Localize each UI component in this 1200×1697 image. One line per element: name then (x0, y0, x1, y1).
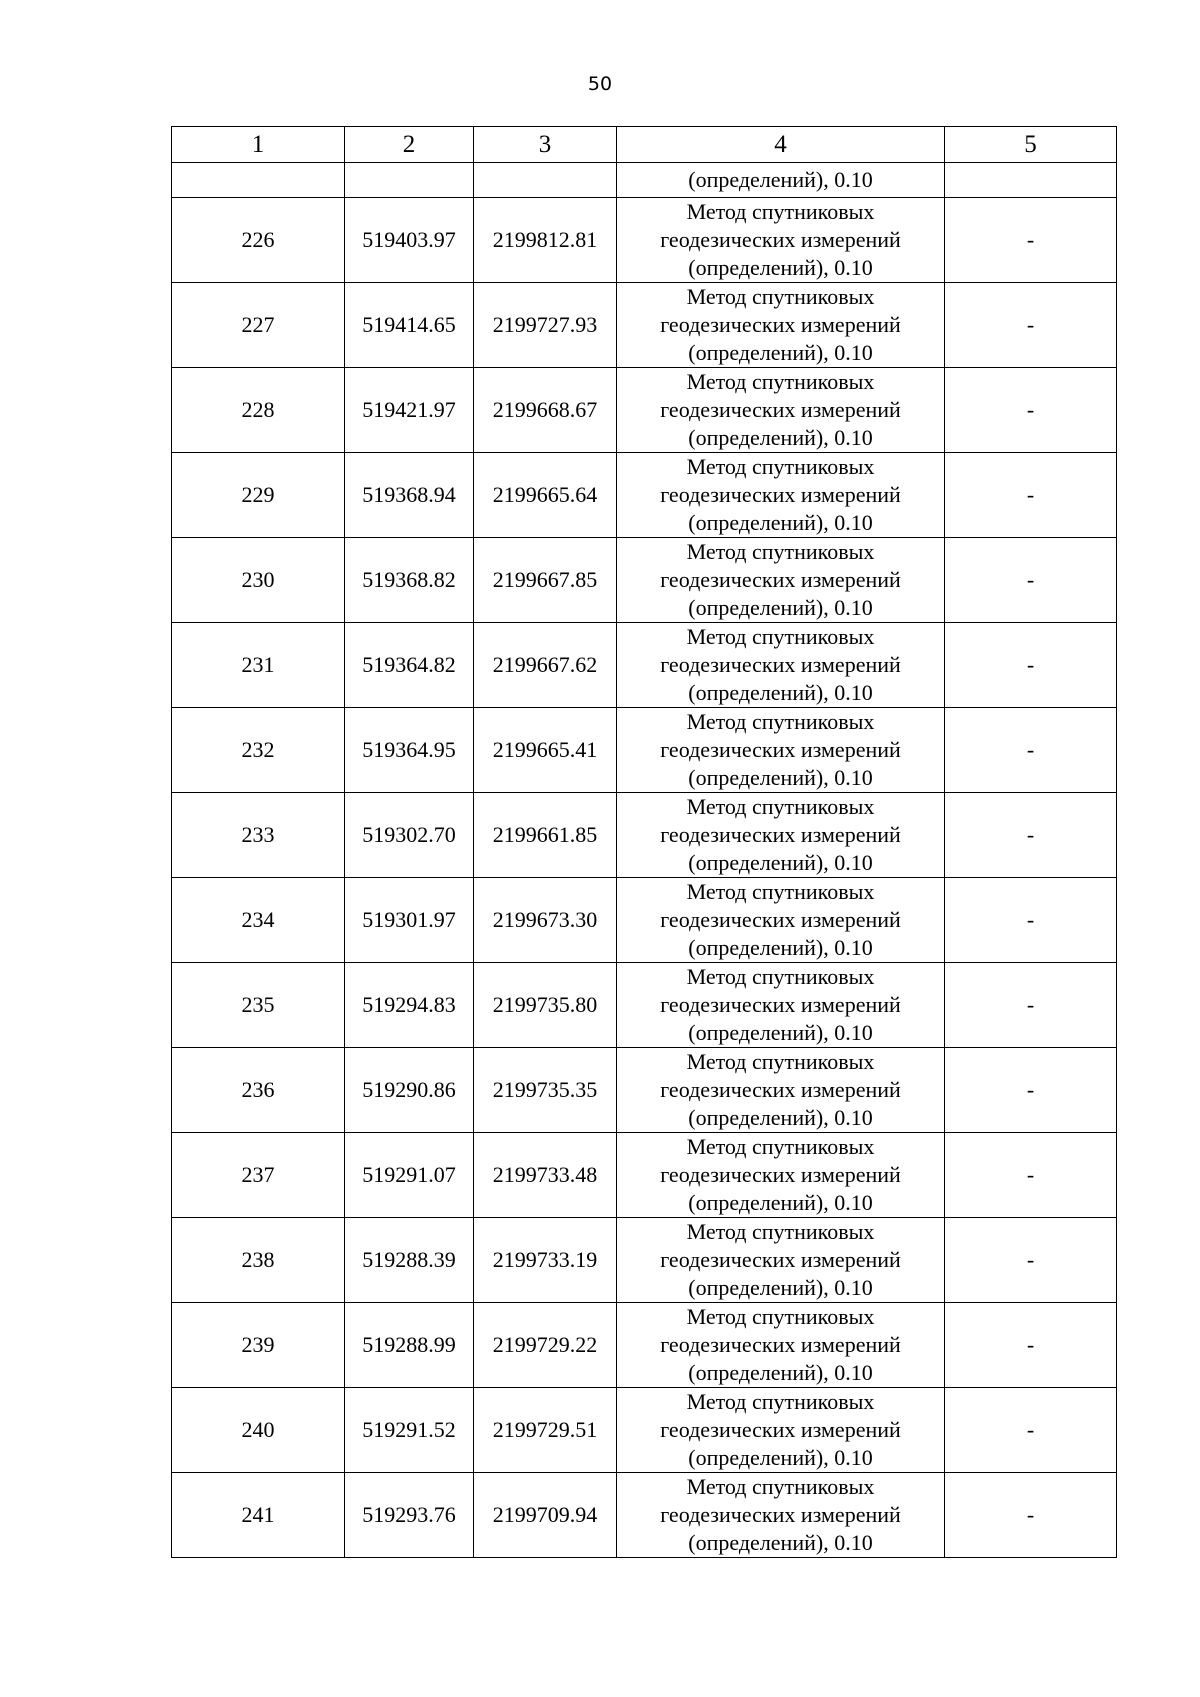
point-number-cell: 234 (172, 878, 345, 963)
point-number-cell: 232 (172, 708, 345, 793)
note-cell: - (945, 623, 1117, 708)
y-coordinate-cell: 2199665.64 (474, 453, 617, 538)
method-text: Метод спутниковых геодезических измерений (определений), 0.10 (660, 879, 901, 960)
y-coordinate-cell: 2199668.67 (474, 368, 617, 453)
y-coordinate-cell: 2199665.41 (474, 708, 617, 793)
y-coordinate-cell: 2199735.80 (474, 963, 617, 1048)
table-row (172, 878, 1117, 963)
x-coordinate-cell: 519293.76 (345, 1473, 474, 1558)
point-number-cell: 237 (172, 1133, 345, 1218)
point-number-cell: 239 (172, 1303, 345, 1388)
x-coordinate-cell: 519364.95 (345, 708, 474, 793)
method-text: Метод спутниковых геодезических измерений (определений), 0.10 (660, 199, 901, 280)
x-coordinate-cell: 519414.65 (345, 283, 474, 368)
table-row (172, 1388, 1117, 1473)
x-coordinate-cell: 519288.99 (345, 1303, 474, 1388)
point-number-cell: 236 (172, 1048, 345, 1133)
method-cell (617, 538, 945, 623)
x-coordinate-cell: 519302.70 (345, 793, 474, 878)
method-text: Метод спутниковых геодезических измерений (определений), 0.10 (660, 1134, 901, 1215)
table-row (172, 708, 1117, 793)
y-coordinate-cell: 2199733.19 (474, 1218, 617, 1303)
note-cell: - (945, 1473, 1117, 1558)
table-body (172, 163, 1117, 1558)
method-text: Метод спутниковых геодезических измерений (определений), 0.10 (660, 454, 901, 535)
method-text: Метод спутниковых геодезических измерений (определений), 0.10 (660, 624, 901, 705)
table-row (172, 1048, 1117, 1133)
note-cell: - (945, 538, 1117, 623)
page-number: 50 (587, 73, 613, 95)
y-coordinate-cell: 2199667.85 (474, 538, 617, 623)
x-coordinate-cell: 519421.97 (345, 368, 474, 453)
x-coordinate-cell: 519291.07 (345, 1133, 474, 1218)
table-row (172, 453, 1117, 538)
y-coordinate-cell: 2199729.51 (474, 1388, 617, 1473)
point-number-cell: 241 (172, 1473, 345, 1558)
method-text: Метод спутниковых геодезических измерений (определений), 0.10 (660, 1389, 901, 1470)
method-text: Метод спутниковых геодезических измерений (определений), 0.10 (660, 1304, 901, 1385)
table-cell: (определений), 0.10 (617, 163, 945, 198)
note-cell: - (945, 963, 1117, 1048)
x-coordinate-cell: 519368.94 (345, 453, 474, 538)
note-cell: - (945, 1218, 1117, 1303)
note-cell: - (945, 1303, 1117, 1388)
method-text: Метод спутниковых геодезических измерений (определений), 0.10 (660, 1049, 901, 1130)
method-cell (617, 1303, 945, 1388)
x-coordinate-cell: 519364.82 (345, 623, 474, 708)
method-cell (617, 793, 945, 878)
table-cell (345, 163, 474, 198)
method-cell (617, 368, 945, 453)
x-coordinate-cell: 519291.52 (345, 1388, 474, 1473)
note-cell: - (945, 283, 1117, 368)
method-cell (617, 1388, 945, 1473)
note-cell: - (945, 793, 1117, 878)
note-cell: - (945, 878, 1117, 963)
x-coordinate-cell: 519368.82 (345, 538, 474, 623)
table-row (172, 623, 1117, 708)
y-coordinate-cell: 2199709.94 (474, 1473, 617, 1558)
y-coordinate-cell: 2199812.81 (474, 198, 617, 283)
note-cell: - (945, 453, 1117, 538)
method-text: Метод спутниковых геодезических измерений (определений), 0.10 (660, 1474, 901, 1555)
column-header: 4 (617, 127, 945, 163)
x-coordinate-cell: 519301.97 (345, 878, 474, 963)
table-cell (945, 163, 1117, 198)
continuation-row (172, 163, 1117, 198)
x-coordinate-cell: 519288.39 (345, 1218, 474, 1303)
method-text: Метод спутниковых геодезических измерений (определений), 0.10 (660, 709, 901, 790)
y-coordinate-cell: 2199729.22 (474, 1303, 617, 1388)
point-number-cell: 226 (172, 198, 345, 283)
x-coordinate-cell: 519294.83 (345, 963, 474, 1048)
point-number-cell: 238 (172, 1218, 345, 1303)
table-header-row (172, 127, 1117, 163)
x-coordinate-cell: 519403.97 (345, 198, 474, 283)
method-cell (617, 1473, 945, 1558)
point-number-cell: 229 (172, 453, 345, 538)
table-row (172, 793, 1117, 878)
method-cell (617, 453, 945, 538)
y-coordinate-cell: 2199673.30 (474, 878, 617, 963)
table-row (172, 963, 1117, 1048)
note-cell: - (945, 1133, 1117, 1218)
table-row (172, 1133, 1117, 1218)
method-cell (617, 708, 945, 793)
y-coordinate-cell: 2199727.93 (474, 283, 617, 368)
point-number-cell: 240 (172, 1388, 345, 1473)
y-coordinate-cell: 2199733.48 (474, 1133, 617, 1218)
method-cell (617, 963, 945, 1048)
method-cell (617, 283, 945, 368)
column-header: 2 (345, 127, 474, 163)
method-cell (617, 1048, 945, 1133)
point-number-cell: 233 (172, 793, 345, 878)
point-number-cell: 228 (172, 368, 345, 453)
method-cell (617, 623, 945, 708)
note-cell: - (945, 198, 1117, 283)
y-coordinate-cell: 2199667.62 (474, 623, 617, 708)
y-coordinate-cell: 2199735.35 (474, 1048, 617, 1133)
y-coordinate-cell: 2199661.85 (474, 793, 617, 878)
x-coordinate-cell: 519290.86 (345, 1048, 474, 1133)
note-cell: - (945, 708, 1117, 793)
point-number-cell: 231 (172, 623, 345, 708)
coordinates-table (171, 126, 1117, 1558)
method-text: Метод спутниковых геодезических измерений (определений), 0.10 (660, 284, 901, 365)
column-header: 1 (172, 127, 345, 163)
table-cell (172, 163, 345, 198)
table-row (172, 198, 1117, 283)
table-row (172, 1303, 1117, 1388)
method-text: Метод спутниковых геодезических измерений (определений), 0.10 (660, 964, 901, 1045)
method-text: Метод спутниковых геодезических измерений (определений), 0.10 (660, 539, 901, 620)
note-cell: - (945, 1048, 1117, 1133)
column-header: 3 (474, 127, 617, 163)
table-row (172, 283, 1117, 368)
method-text: Метод спутниковых геодезических измерений (определений), 0.10 (660, 794, 901, 875)
point-number-cell: 227 (172, 283, 345, 368)
column-header: 5 (945, 127, 1117, 163)
table-row (172, 1218, 1117, 1303)
method-text: Метод спутниковых геодезических измерений (определений), 0.10 (660, 369, 901, 450)
point-number-cell: 230 (172, 538, 345, 623)
note-cell: - (945, 368, 1117, 453)
table-row (172, 1473, 1117, 1558)
method-cell (617, 1133, 945, 1218)
note-cell: - (945, 1388, 1117, 1473)
method-cell (617, 198, 945, 283)
method-text: Метод спутниковых геодезических измерений (определений), 0.10 (660, 1219, 901, 1300)
method-cell (617, 878, 945, 963)
method-cell (617, 1218, 945, 1303)
table-row (172, 368, 1117, 453)
table-cell (474, 163, 617, 198)
table-row (172, 538, 1117, 623)
point-number-cell: 235 (172, 963, 345, 1048)
